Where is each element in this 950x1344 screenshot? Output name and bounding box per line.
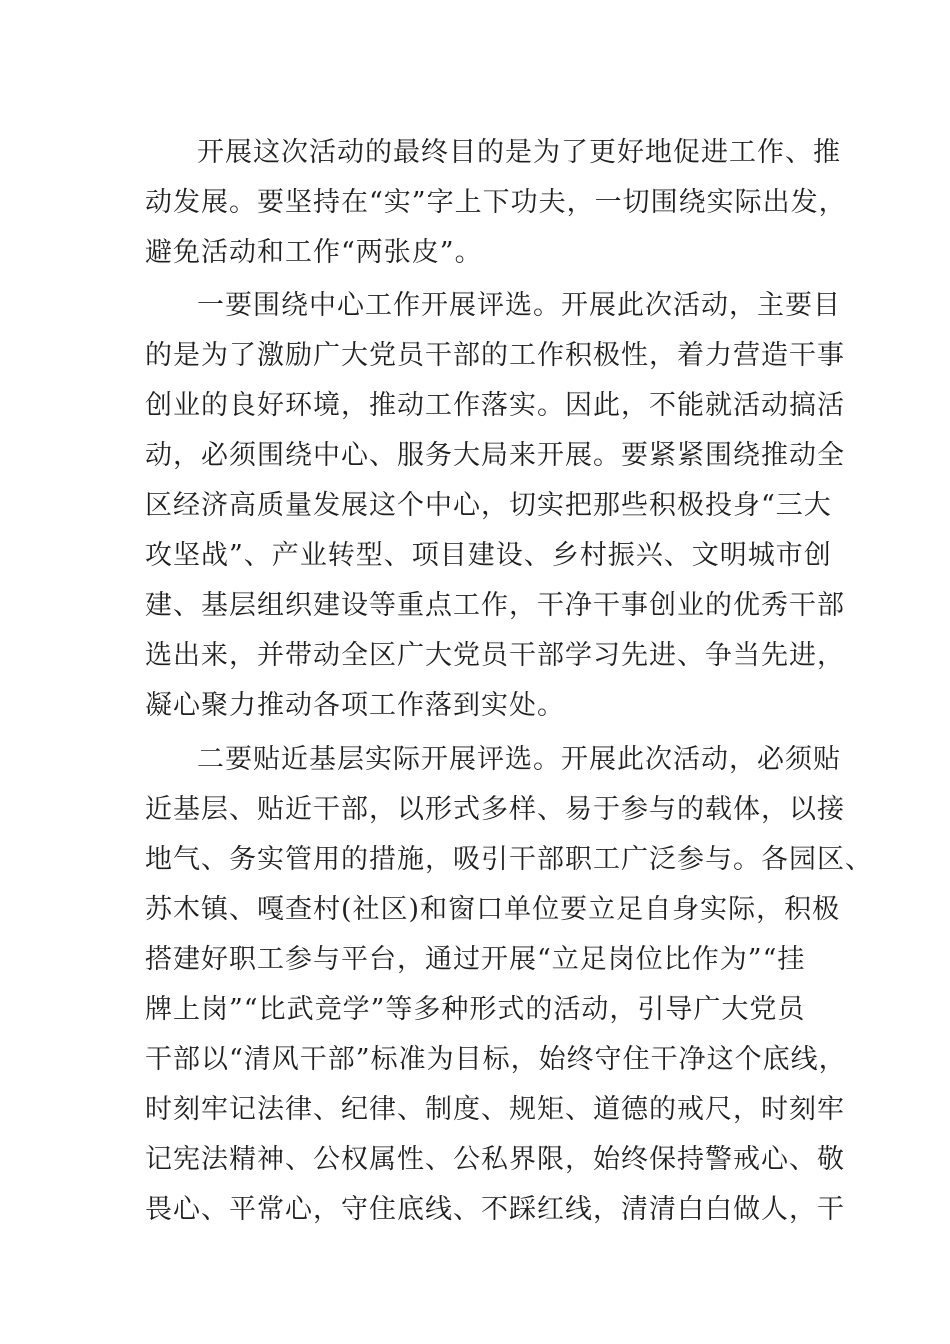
paragraph-2-line-3: 创业的良好环境，推动工作落实。因此，不能就活动搞活 xyxy=(145,390,845,421)
paragraph-3-line-2: 近基层、贴近干部，以形式多样、易于参与的载体，以接 xyxy=(145,794,845,825)
paragraph-1-line-2: 动发展。要坚持在“实”字上下功夫，一切围绕实际出发， xyxy=(145,187,847,218)
paragraph-2-line-6: 攻坚战”、产业转型、项目建设、乡村振兴、文明城市创 xyxy=(145,540,832,571)
paragraph-3-line-3: 地气、务实管用的措施，吸引干部职工广泛参与。各园区、 xyxy=(145,844,873,875)
paragraph-3-line-7: 干部以“清风干部”标准为目标，始终守住干净这个底线， xyxy=(145,1044,847,1075)
paragraph-2-line-4: 动，必须围绕中心、服务大局来开展。要紧紧围绕推动全 xyxy=(145,440,845,471)
paragraph-2-line-8: 选出来，并带动全区广大党员干部学习先进、争当先进， xyxy=(145,640,845,671)
paragraph-3-line-9: 记宪法精神、公权属性、公私界限，始终保持警戒心、敬 xyxy=(145,1144,845,1175)
paragraph-3-line-1: 二要贴近基层实际开展评选。开展此次活动，必须贴 xyxy=(197,744,841,775)
paragraph-3-line-10: 畏心、平常心，守住底线、不踩红线，清清白白做人，干 xyxy=(145,1194,845,1225)
paragraph-3-line-8: 时刻牢记法律、纪律、制度、规矩、道德的戒尺，时刻牢 xyxy=(145,1094,845,1125)
paragraph-1-line-3: 避免活动和工作“两张皮”。 xyxy=(145,237,483,268)
paragraph-2-line-7: 建、基层组织建设等重点工作，干净干事创业的优秀干部 xyxy=(145,590,845,621)
paragraph-2-line-2: 的是为了激励广大党员干部的工作积极性，着力营造干事 xyxy=(145,340,845,371)
paragraph-2-line-9: 凝心聚力推动各项工作落到实处。 xyxy=(145,690,565,721)
paragraph-3-line-5: 搭建好职工参与平台，通过开展“立足岗位比作为”“挂 xyxy=(145,944,806,975)
paragraph-3-line-6: 牌上岗”“比武竞学”等多种形式的活动，引导广大党员 xyxy=(145,994,806,1025)
paragraph-3-line-4: 苏木镇、嘎查村(社区)和窗口单位要立足自身实际，积极 xyxy=(145,894,841,925)
paragraph-1-line-1: 开展这次活动的最终目的是为了更好地促进工作、推 xyxy=(197,137,841,168)
paragraph-2-line-1: 一要围绕中心工作开展评选。开展此次活动，主要目 xyxy=(197,290,841,321)
paragraph-2-line-5: 区经济高质量发展这个中心，切实把那些积极投身“三大 xyxy=(145,490,832,521)
